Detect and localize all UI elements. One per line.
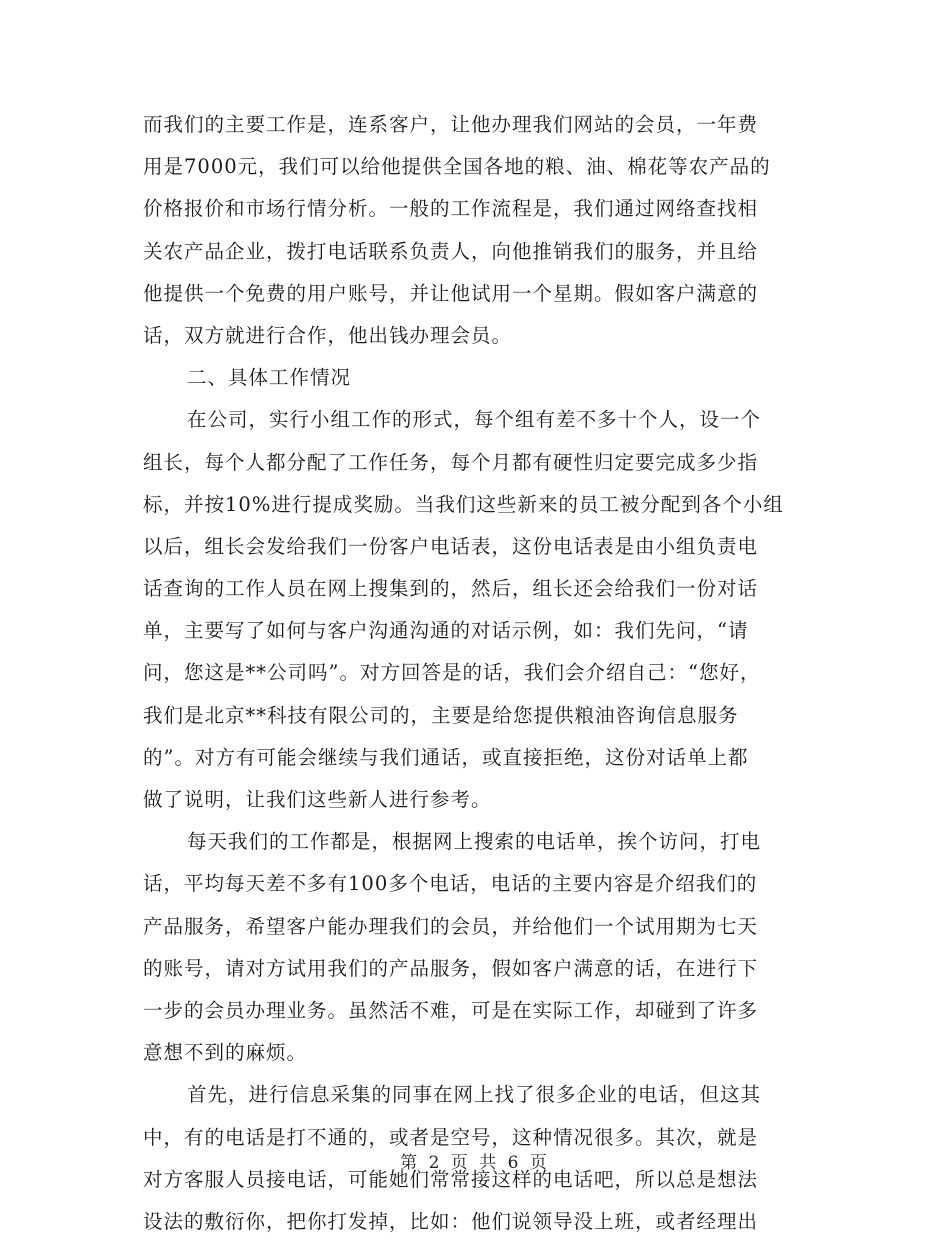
text-line: 的”。对方有可能会继续与我们通话，或直接拒绝，这份对话单上都 bbox=[143, 745, 749, 769]
text-line: 产品服务，希望客户能办理我们的会员，并给他们一个试用期为七天 bbox=[143, 914, 759, 938]
page-footer: 第 2 页 共 6 页 bbox=[400, 1153, 550, 1173]
text-line: 话，双方就进行合作，他出钱办理会员。 bbox=[143, 323, 513, 347]
text-line: 中，有的电话是打不通的，或者是空号，这种情况很多。其次，就是 bbox=[143, 1125, 759, 1149]
text-line: 标，并按10%进行提成奖励。当我们这些新来的员工被分配到各个小组 bbox=[143, 492, 784, 516]
text-line: 的账号，请对方试用我们的产品服务，假如客户满意的话，在进行下 bbox=[143, 956, 759, 980]
text-line: 设法的敷衍你，把你打发掉，比如：他们说领导没上班，或者经理出 bbox=[143, 1209, 759, 1233]
text-line: 做了说明，让我们这些新人进行参考。 bbox=[143, 788, 492, 811]
text-line: 组长，每个人都分配了工作任务，每个月都有硬性归定要完成多少指 bbox=[143, 450, 759, 474]
text-line: 我们是北京**科技有限公司的，主要是给您提供粮油咨询信息服务 bbox=[143, 703, 739, 727]
text-line: 关农产品企业，拨打电话联系负责人，向他推销我们的服务，并且给 bbox=[143, 239, 759, 263]
text-line: 单，主要写了如何与客户沟通沟通的对话示例，如：我们先问，“请 bbox=[143, 619, 749, 643]
text-line: 他提供一个免费的用户账号，并让他试用一个星期。假如客户满意的 bbox=[143, 281, 759, 305]
text-line: 对方客服人员接电话，可能她们常常接这样的电话吧，所以总是想法 bbox=[143, 1167, 759, 1191]
text-line: 一步的会员办理业务。虽然活不难，可是在实际工作，却碰到了许多 bbox=[143, 998, 759, 1022]
text-line: 用是7000元，我们可以给他提供全国各地的粮、油、棉花等农产品的 bbox=[143, 155, 771, 179]
document-body bbox=[143, 104, 813, 1243]
text-line: 价格报价和市场行情分析。一般的工作流程是，我们通过网络查找相 bbox=[143, 197, 759, 221]
text-line: 在公司，实行小组工作的形式，每个组有差不多十个人，设一个 bbox=[187, 408, 762, 432]
text-line: 而我们的主要工作是，连系客户，让他办理我们网站的会员，一年费 bbox=[143, 113, 759, 136]
text-line: 问，您这是**公司吗”。对方回答是的话，我们会介绍自己：“您好， bbox=[143, 661, 761, 685]
text-line: 每天我们的工作都是，根据网上搜索的电话单，挨个访问，打电 bbox=[187, 830, 762, 854]
text-line: 二、具体工作情况 bbox=[187, 366, 352, 390]
text-line: 话查询的工作人员在网上搜集到的，然后，组长还会给我们一份对话 bbox=[143, 577, 759, 601]
text-line: 意想不到的麻烦。 bbox=[143, 1041, 308, 1065]
text-line: 以后，组长会发给我们一份客户电话表，这份电话表是由小组负责电 bbox=[143, 534, 759, 558]
text-line: 首先，进行信息采集的同事在网上找了很多企业的电话，但这其 bbox=[187, 1083, 762, 1107]
text-line: 话，平均每天差不多有100多个电话，电话的主要内容是介绍我们的 bbox=[143, 872, 758, 896]
